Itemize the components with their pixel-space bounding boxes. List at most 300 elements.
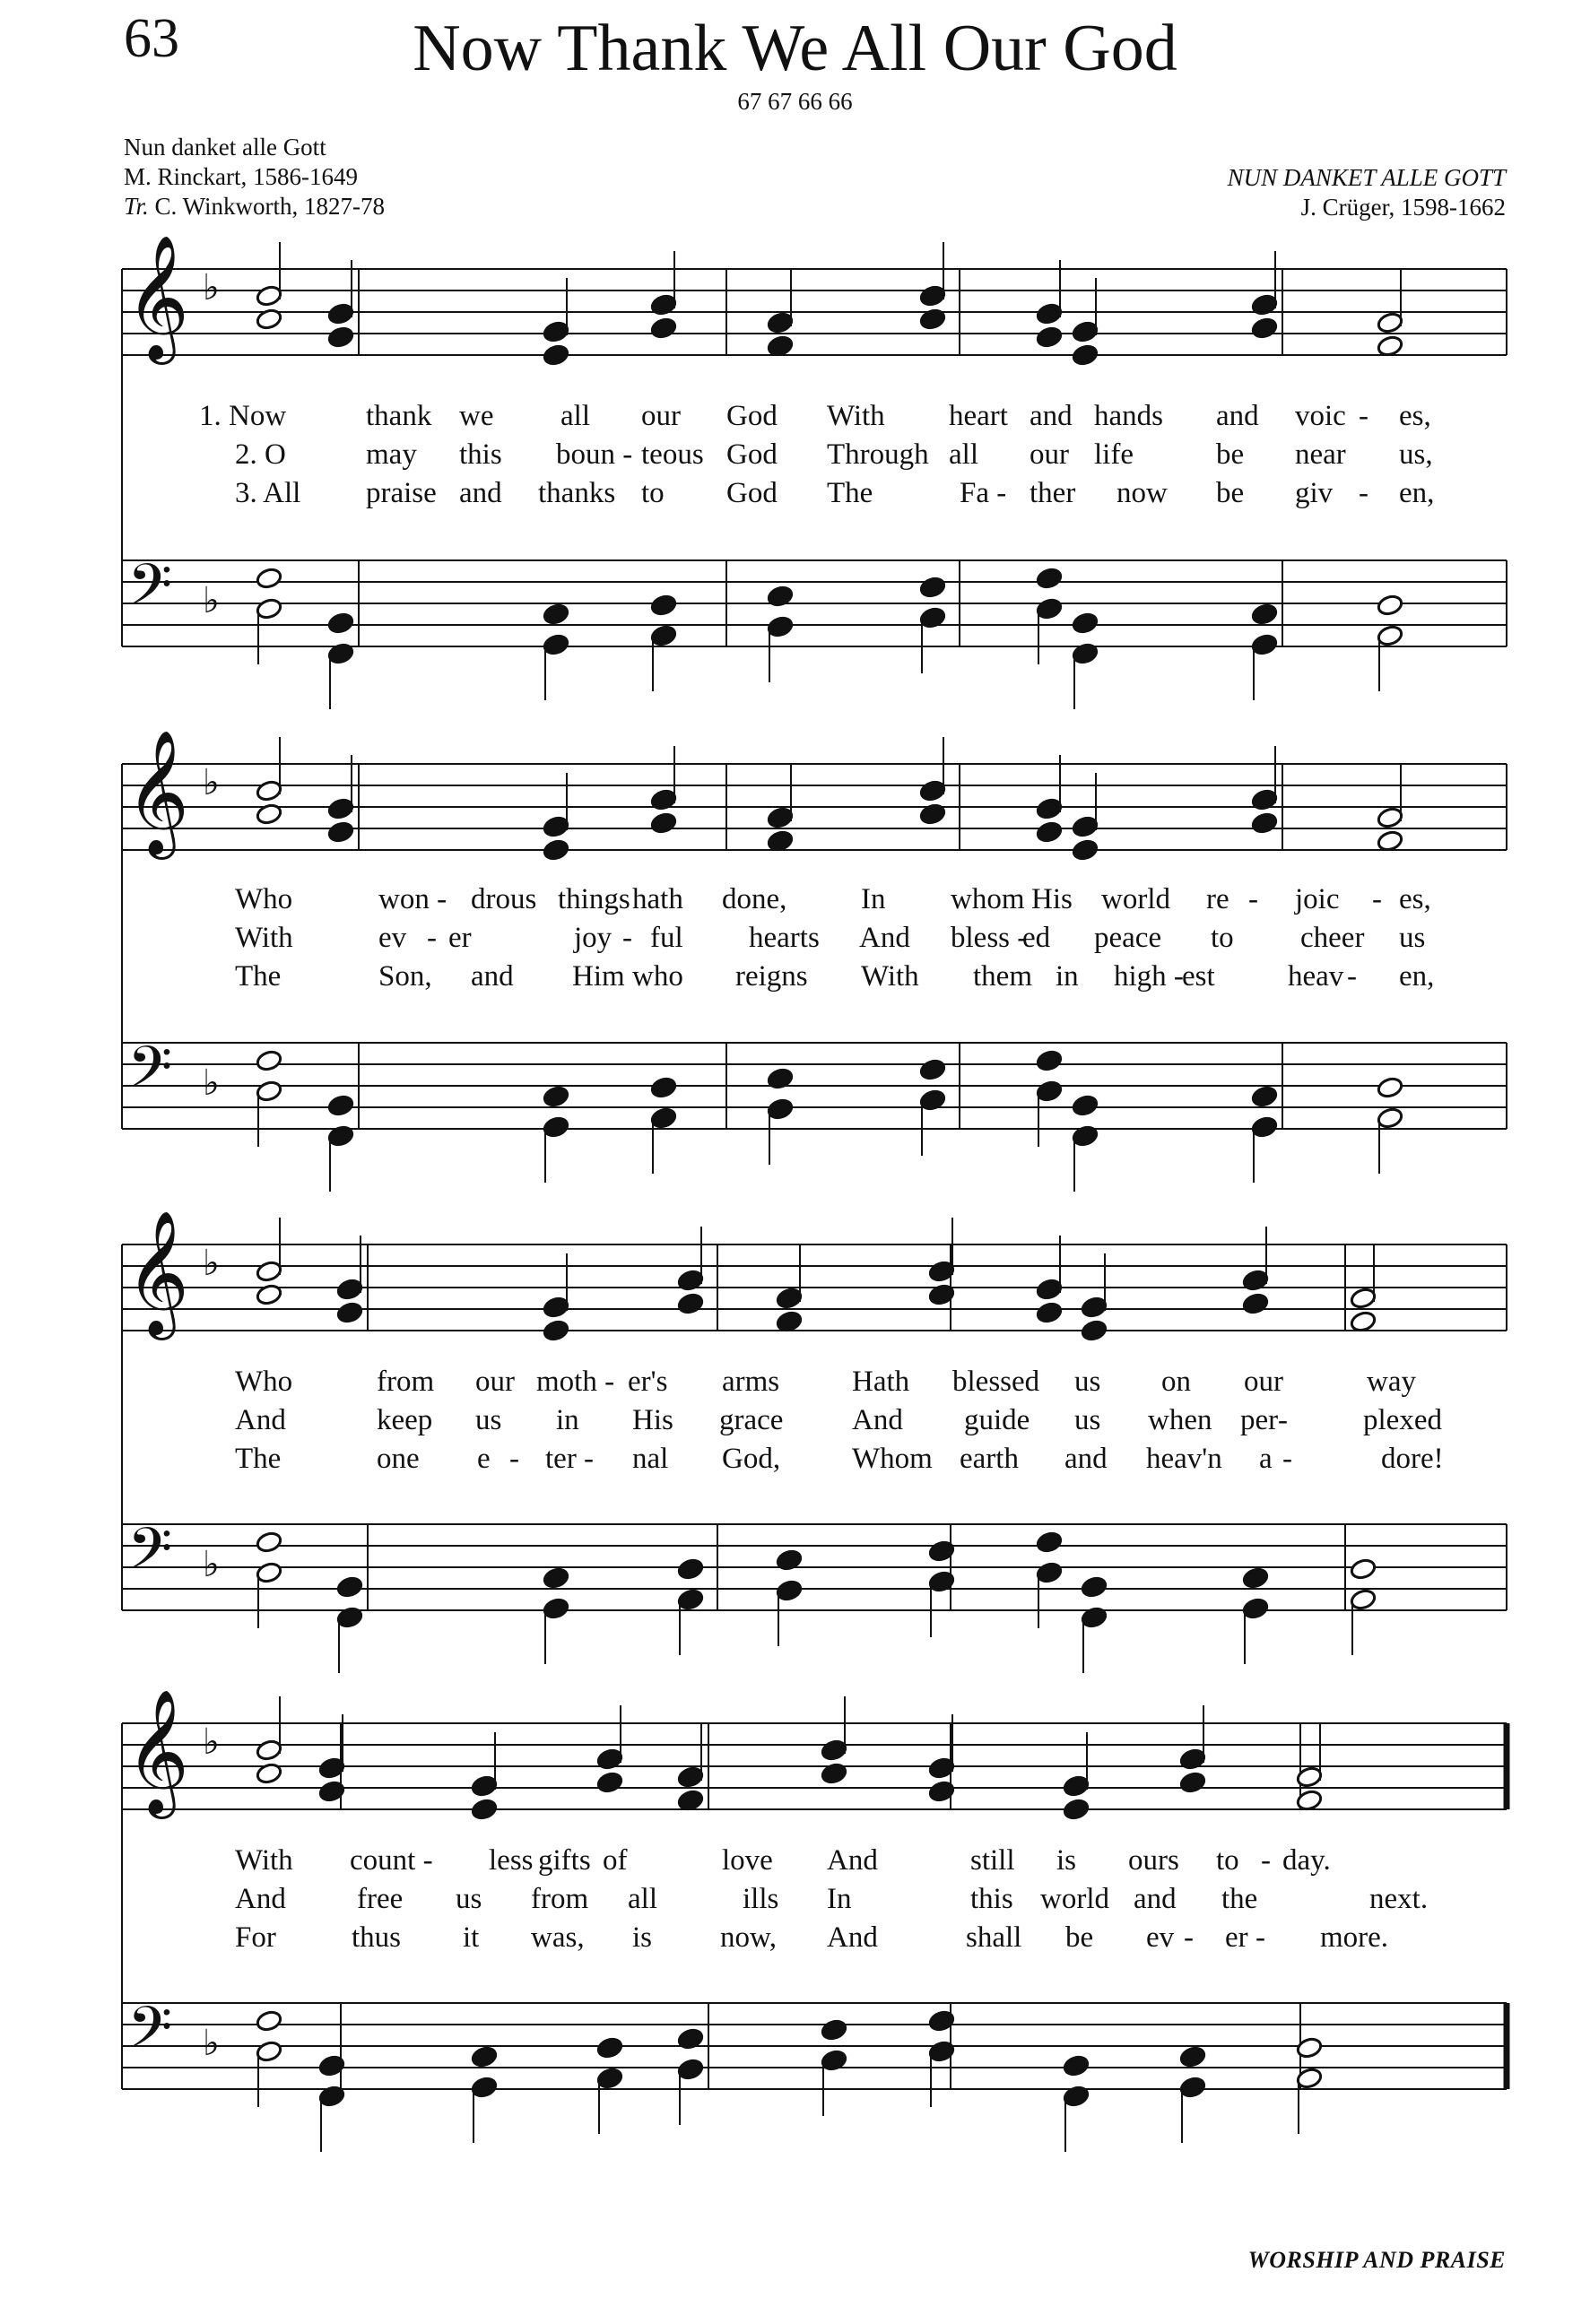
lyric-syllable: - — [622, 922, 632, 954]
hymn-title: Now Thank We All Our God — [413, 12, 1177, 85]
lyric-syllable: voic — [1295, 400, 1346, 432]
notehead — [256, 1283, 283, 1306]
notehead — [650, 293, 678, 317]
flat-sign-icon: ♭ — [203, 267, 220, 308]
notehead — [543, 815, 570, 838]
notehead — [256, 1561, 283, 1584]
notehead — [1036, 302, 1064, 325]
lyric-syllable: and — [1216, 400, 1259, 432]
notehead — [1036, 820, 1064, 844]
lyric-syllable: was, — [531, 1921, 585, 1954]
lyric-syllable: all — [628, 1883, 657, 1915]
lyric-syllable: God — [726, 477, 778, 509]
notehead — [1036, 797, 1064, 820]
lyric-syllable: life — [1094, 438, 1134, 471]
notehead — [596, 2067, 624, 2090]
notehead — [471, 1798, 499, 1821]
lyric-syllable: won - — [378, 883, 447, 915]
lyric-syllable: Fa - — [960, 477, 1007, 509]
notehead — [327, 797, 355, 820]
notehead — [650, 788, 678, 811]
lyric-syllable: - — [1255, 1921, 1265, 1954]
section-footer: WORSHIP AND PRAISE — [1247, 2247, 1506, 2273]
notehead — [1063, 2054, 1090, 2077]
lyric-syllable: - — [1248, 883, 1258, 915]
flat-sign-icon: ♭ — [203, 762, 220, 803]
notehead — [650, 1106, 678, 1130]
notehead — [471, 2076, 499, 2099]
lyric-syllable: per — [1240, 1404, 1279, 1436]
notehead — [677, 1765, 705, 1789]
lyric-syllable: us — [1399, 922, 1426, 954]
notehead — [543, 1085, 570, 1108]
lyric-syllable: nal — [632, 1443, 669, 1475]
lyric-syllable: ter - — [545, 1443, 595, 1475]
lyric-syllable: may — [366, 438, 417, 471]
lyric-syllable: drous — [471, 883, 537, 915]
notehead — [256, 1531, 283, 1554]
lyric-syllable: bless - — [951, 922, 1028, 954]
lyric-syllable: and — [1064, 1443, 1108, 1475]
lyric-syllable: est — [1182, 960, 1215, 993]
notehead — [821, 1762, 848, 1785]
lyric-syllable: world — [1040, 1883, 1109, 1915]
lyric-syllable: from — [531, 1883, 589, 1915]
notehead — [596, 1771, 624, 1794]
lyric-syllable: - — [427, 922, 437, 954]
lyric-syllable: In — [861, 883, 886, 915]
notehead — [256, 567, 283, 590]
notehead — [1179, 1747, 1207, 1771]
lyric-syllable: grace — [719, 1404, 784, 1436]
notehead — [1036, 1278, 1064, 1301]
lyric-syllable: shall — [966, 1921, 1022, 1954]
notehead — [1242, 1292, 1270, 1315]
notehead — [327, 1124, 355, 1148]
notehead — [1036, 597, 1064, 620]
lyric-syllable: thank — [366, 400, 432, 432]
bass-clef-icon: 𝄢 — [127, 1035, 173, 1115]
lyric-syllable: hath — [632, 883, 683, 915]
lyric-syllable: earth — [960, 1443, 1019, 1475]
lyric-syllable: things — [558, 883, 630, 915]
notehead — [1036, 1049, 1064, 1072]
lyric-syllable: Who — [235, 883, 293, 915]
lyric-syllable: now — [1116, 477, 1168, 509]
lyric-syllable: er's — [628, 1366, 668, 1398]
lyric-syllable: to — [1216, 1844, 1239, 1877]
notehead — [767, 311, 795, 334]
notehead — [327, 611, 355, 635]
flat-sign-icon: ♭ — [203, 1544, 220, 1585]
notehead — [1072, 642, 1099, 665]
lyric-syllable: And — [859, 922, 910, 954]
lyric-syllable: ours — [1128, 1844, 1179, 1877]
lyric-syllable: free — [357, 1883, 404, 1915]
lyric-syllable: in — [1056, 960, 1079, 993]
notehead — [256, 802, 283, 826]
notehead — [776, 1287, 804, 1310]
notehead — [543, 320, 570, 343]
lyric-syllable: to — [1211, 922, 1234, 954]
notehead — [543, 1319, 570, 1342]
lyric-syllable: of — [603, 1844, 628, 1877]
notehead — [1072, 838, 1099, 862]
notehead — [1377, 806, 1404, 829]
notehead — [919, 802, 947, 826]
lyric-syllable: er — [1225, 1921, 1248, 1954]
lyric-syllable: God — [726, 400, 778, 432]
lyric-syllable: near — [1295, 438, 1346, 471]
notehead — [256, 779, 283, 802]
treble-clef-icon: 𝄞 — [126, 730, 189, 854]
notehead — [677, 1557, 705, 1581]
lyric-syllable: love — [722, 1844, 773, 1877]
notehead — [1179, 2045, 1207, 2068]
notehead — [650, 811, 678, 835]
lyric-syllable: count - — [350, 1844, 433, 1877]
lyric-syllable: - — [1359, 477, 1368, 509]
lyric-syllable: God — [726, 438, 778, 471]
lyric-syllable: blessed — [952, 1366, 1040, 1398]
notehead — [1179, 2076, 1207, 2099]
lyric-syllable: less — [489, 1844, 534, 1877]
notehead — [1072, 1094, 1099, 1117]
lyric-syllable: - — [1359, 400, 1368, 432]
notehead — [1377, 624, 1404, 647]
lyric-syllable: - — [1282, 1443, 1292, 1475]
lyric-syllable: be — [1216, 477, 1245, 509]
notehead — [256, 2040, 283, 2063]
notehead — [543, 1597, 570, 1620]
notehead — [919, 779, 947, 802]
lyric-syllable: us — [1074, 1366, 1101, 1398]
hymn-number: 63 — [124, 8, 179, 69]
lyric-syllable: we — [459, 400, 494, 432]
notehead — [650, 594, 678, 617]
lyric-syllable: our — [1244, 1366, 1283, 1398]
lyric-syllable: now, — [720, 1921, 777, 1954]
lyric-syllable: The — [827, 477, 873, 509]
lyric-syllable: er — [448, 922, 472, 954]
lyric-syllable: - — [1347, 960, 1357, 993]
notehead — [471, 1774, 499, 1798]
lyric-syllable: And — [852, 1404, 903, 1436]
lyric-syllable: from — [377, 1366, 435, 1398]
notehead — [336, 1575, 364, 1599]
notehead — [919, 308, 947, 331]
notehead — [767, 1097, 795, 1121]
notehead — [1063, 2085, 1090, 2108]
notehead — [1036, 1531, 1064, 1554]
lyric-syllable: heav — [1288, 960, 1344, 993]
flat-sign-icon: ♭ — [203, 2023, 220, 2064]
notehead — [1072, 320, 1099, 343]
notehead — [919, 284, 947, 308]
notehead — [1377, 594, 1404, 617]
notehead — [1251, 1115, 1279, 1139]
lyric-syllable: 1. Now — [199, 400, 287, 432]
lyric-syllable: boun - — [556, 438, 633, 471]
lyric-syllable: done, — [722, 883, 787, 915]
lyric-syllable: hands — [1094, 400, 1163, 432]
notehead — [256, 1739, 283, 1762]
lyric-syllable: For — [235, 1921, 276, 1954]
lyric-syllable: And — [827, 1921, 878, 1954]
lyric-syllable: praise — [366, 477, 437, 509]
lyric-syllable: high - — [1114, 960, 1184, 993]
notehead — [336, 1278, 364, 1301]
notehead — [256, 1080, 283, 1103]
notehead — [256, 597, 283, 620]
notehead — [1251, 788, 1279, 811]
lyric-syllable: With — [827, 400, 885, 432]
lyric-syllable: this — [970, 1883, 1013, 1915]
lyric-syllable: us, — [1399, 438, 1433, 471]
notehead — [767, 615, 795, 638]
lyric-syllable: and — [1134, 1883, 1177, 1915]
notehead — [919, 1058, 947, 1081]
notehead — [767, 806, 795, 829]
lyric-syllable: ills — [743, 1883, 779, 1915]
lyric-syllable: us — [456, 1883, 482, 1915]
lyric-syllable: His — [632, 1404, 673, 1436]
notehead — [327, 820, 355, 844]
notehead — [543, 1296, 570, 1319]
lyric-syllable: be — [1216, 438, 1245, 471]
notehead — [677, 1269, 705, 1292]
lyric-syllable: Hath — [852, 1366, 910, 1398]
lyric-syllable: ful — [650, 922, 683, 954]
lyric-syllable: them — [973, 960, 1032, 993]
notehead — [1251, 293, 1279, 317]
lyric-syllable: With — [235, 1844, 293, 1877]
lyric-syllable: and — [1030, 400, 1073, 432]
notehead — [336, 1606, 364, 1629]
lyric-syllable: day. — [1282, 1844, 1331, 1877]
notehead — [677, 2027, 705, 2051]
lyric-syllable: plexed — [1363, 1404, 1442, 1436]
lyric-syllable: more. — [1320, 1921, 1389, 1954]
notehead — [1377, 311, 1404, 334]
notehead — [1377, 1106, 1404, 1130]
notehead — [1242, 1566, 1270, 1590]
notehead — [471, 2045, 499, 2068]
notehead — [1081, 1296, 1108, 1319]
flat-sign-icon: ♭ — [203, 1243, 220, 1284]
notehead — [596, 2036, 624, 2060]
lyric-syllable: God, — [722, 1443, 781, 1475]
notehead — [1036, 1080, 1064, 1103]
lyric-syllable: be — [1065, 1921, 1094, 1954]
lyric-syllable: ev — [1146, 1921, 1175, 1954]
flat-sign-icon: ♭ — [203, 1721, 220, 1763]
treble-clef-icon: 𝄞 — [126, 1689, 189, 1814]
notehead — [596, 1747, 624, 1771]
notehead — [1251, 603, 1279, 626]
hymn-meter: 67 67 66 66 — [737, 88, 853, 115]
translator-name: C. Winkworth, 1827-78 — [154, 193, 385, 220]
lyric-syllable: cheer — [1300, 922, 1365, 954]
lyric-syllable: hearts — [749, 922, 820, 954]
notehead — [1377, 1076, 1404, 1099]
notehead — [919, 1088, 947, 1112]
composer-credit: J. Crüger, 1598-1662 — [1300, 194, 1506, 221]
notehead — [650, 624, 678, 647]
notehead — [1072, 815, 1099, 838]
lyric-syllable: all — [560, 400, 590, 432]
notehead — [1072, 1124, 1099, 1148]
notehead — [919, 576, 947, 599]
lyric-syllable: thus — [352, 1921, 402, 1954]
notehead — [543, 1115, 570, 1139]
lyric-syllable: en, — [1399, 960, 1435, 993]
notehead — [256, 1260, 283, 1283]
lyric-syllable: our — [475, 1366, 515, 1398]
bass-clef-icon: 𝄢 — [127, 552, 173, 633]
notehead — [677, 1292, 705, 1315]
treble-clef-icon: 𝄞 — [126, 235, 189, 360]
lyric-syllable: reigns — [735, 960, 808, 993]
lyric-syllable: in — [556, 1404, 579, 1436]
notehead — [1072, 343, 1099, 367]
lyric-syllable: ed — [1022, 922, 1051, 954]
lyric-syllable: Son, — [378, 960, 432, 993]
lyric-syllable: The — [235, 1443, 282, 1475]
lyric-syllable: a — [1259, 1443, 1273, 1475]
lyric-syllable: ther — [1030, 477, 1076, 509]
notehead — [1350, 1557, 1377, 1581]
lyric-syllable: this — [459, 438, 502, 471]
lyric-syllable: ev — [378, 922, 407, 954]
notehead — [1350, 1287, 1377, 1310]
notehead — [1179, 1771, 1207, 1794]
notehead — [1036, 567, 1064, 590]
notehead — [650, 1076, 678, 1099]
lyric-syllable: dore! — [1381, 1443, 1444, 1475]
notehead — [327, 325, 355, 349]
notehead — [336, 1301, 364, 1324]
notehead — [543, 1566, 570, 1590]
notehead — [256, 1762, 283, 1785]
treble-clef-icon: 𝄞 — [126, 1210, 189, 1335]
lyric-syllable: And — [827, 1844, 878, 1877]
notehead — [821, 2049, 848, 2072]
lyric-syllable: is — [632, 1921, 653, 1954]
lyric-syllable: peace — [1094, 922, 1162, 954]
notehead — [919, 606, 947, 629]
lyric-syllable: With — [861, 960, 919, 993]
lyric-syllable: es, — [1399, 400, 1431, 432]
lyric-syllable: next. — [1369, 1883, 1429, 1915]
notehead — [1081, 1319, 1108, 1342]
notehead — [543, 343, 570, 367]
notehead — [1063, 1774, 1090, 1798]
lyric-syllable: way — [1367, 1366, 1416, 1398]
lyric-syllable: heav'n — [1146, 1443, 1222, 1475]
lyric-syllable: all — [949, 438, 978, 471]
lyric-syllable: it — [463, 1921, 480, 1954]
lyric-syllable: world — [1101, 883, 1170, 915]
lyric-syllable: teous — [641, 438, 704, 471]
lyric-syllable: e — [477, 1443, 491, 1475]
lyric-syllable: - — [509, 1443, 519, 1475]
lyric-syllable: one — [377, 1443, 420, 1475]
lyric-syllable: thanks — [538, 477, 616, 509]
notehead — [1251, 633, 1279, 656]
lyric-syllable: Through — [827, 438, 929, 471]
lyric-syllable: 2. O — [235, 438, 286, 471]
lyric-syllable: - — [1372, 883, 1382, 915]
lyric-syllable: In — [827, 1883, 852, 1915]
lyric-syllable: who — [632, 960, 683, 993]
notehead — [256, 1049, 283, 1072]
notehead — [327, 642, 355, 665]
lyric-syllable: The — [235, 960, 282, 993]
lyric-syllable: whom — [951, 883, 1025, 915]
lyric-syllable: our — [1030, 438, 1069, 471]
notehead — [1251, 317, 1279, 340]
notehead — [256, 2009, 283, 2033]
translator-prefix: Tr. — [124, 193, 149, 220]
lyric-syllable: And — [235, 1404, 286, 1436]
flat-sign-icon: ♭ — [203, 580, 220, 621]
lyric-syllable: us — [475, 1404, 502, 1436]
notehead — [256, 284, 283, 308]
lyric-syllable: 3. All — [235, 477, 301, 509]
notehead — [1242, 1597, 1270, 1620]
bass-clef-icon: 𝄢 — [127, 1516, 173, 1597]
lyric-syllable: en, — [1399, 477, 1435, 509]
notehead — [256, 308, 283, 331]
notehead — [776, 1548, 804, 1572]
original-title: Nun danket alle Gott — [124, 134, 326, 160]
lyric-syllable: on — [1161, 1366, 1191, 1398]
lyric-syllable: heart — [949, 400, 1008, 432]
notehead — [776, 1579, 804, 1602]
notehead — [677, 2058, 705, 2081]
lyric-syllable: joy — [574, 922, 613, 954]
notehead — [1036, 1561, 1064, 1584]
notehead — [650, 317, 678, 340]
notehead — [327, 1094, 355, 1117]
notehead — [1036, 1301, 1064, 1324]
notehead — [1063, 1798, 1090, 1821]
lyric-syllable: Who — [235, 1366, 293, 1398]
lyric-syllable: giv — [1295, 477, 1334, 509]
author-credit: M. Rinckart, 1586-1649 — [124, 163, 358, 190]
notehead — [1081, 1606, 1108, 1629]
lyric-syllable: moth - — [536, 1366, 615, 1398]
lyric-syllable: And — [235, 1883, 286, 1915]
notehead — [677, 1588, 705, 1611]
notehead — [327, 302, 355, 325]
lyric-syllable: joic — [1295, 883, 1340, 915]
bass-clef-icon: 𝄢 — [127, 1995, 173, 2076]
lyric-syllable: Him — [572, 960, 625, 993]
lyric-syllable: re — [1206, 883, 1229, 915]
notehead — [1251, 811, 1279, 835]
lyric-syllable: - — [1278, 1404, 1288, 1436]
notehead — [1251, 1085, 1279, 1108]
notehead — [543, 838, 570, 862]
lyric-syllable: guide — [964, 1404, 1030, 1436]
lyric-syllable: when — [1148, 1404, 1212, 1436]
notehead — [1081, 1575, 1108, 1599]
lyric-syllable: es, — [1399, 883, 1431, 915]
lyric-syllable: is — [1056, 1844, 1077, 1877]
notehead — [821, 1739, 848, 1762]
